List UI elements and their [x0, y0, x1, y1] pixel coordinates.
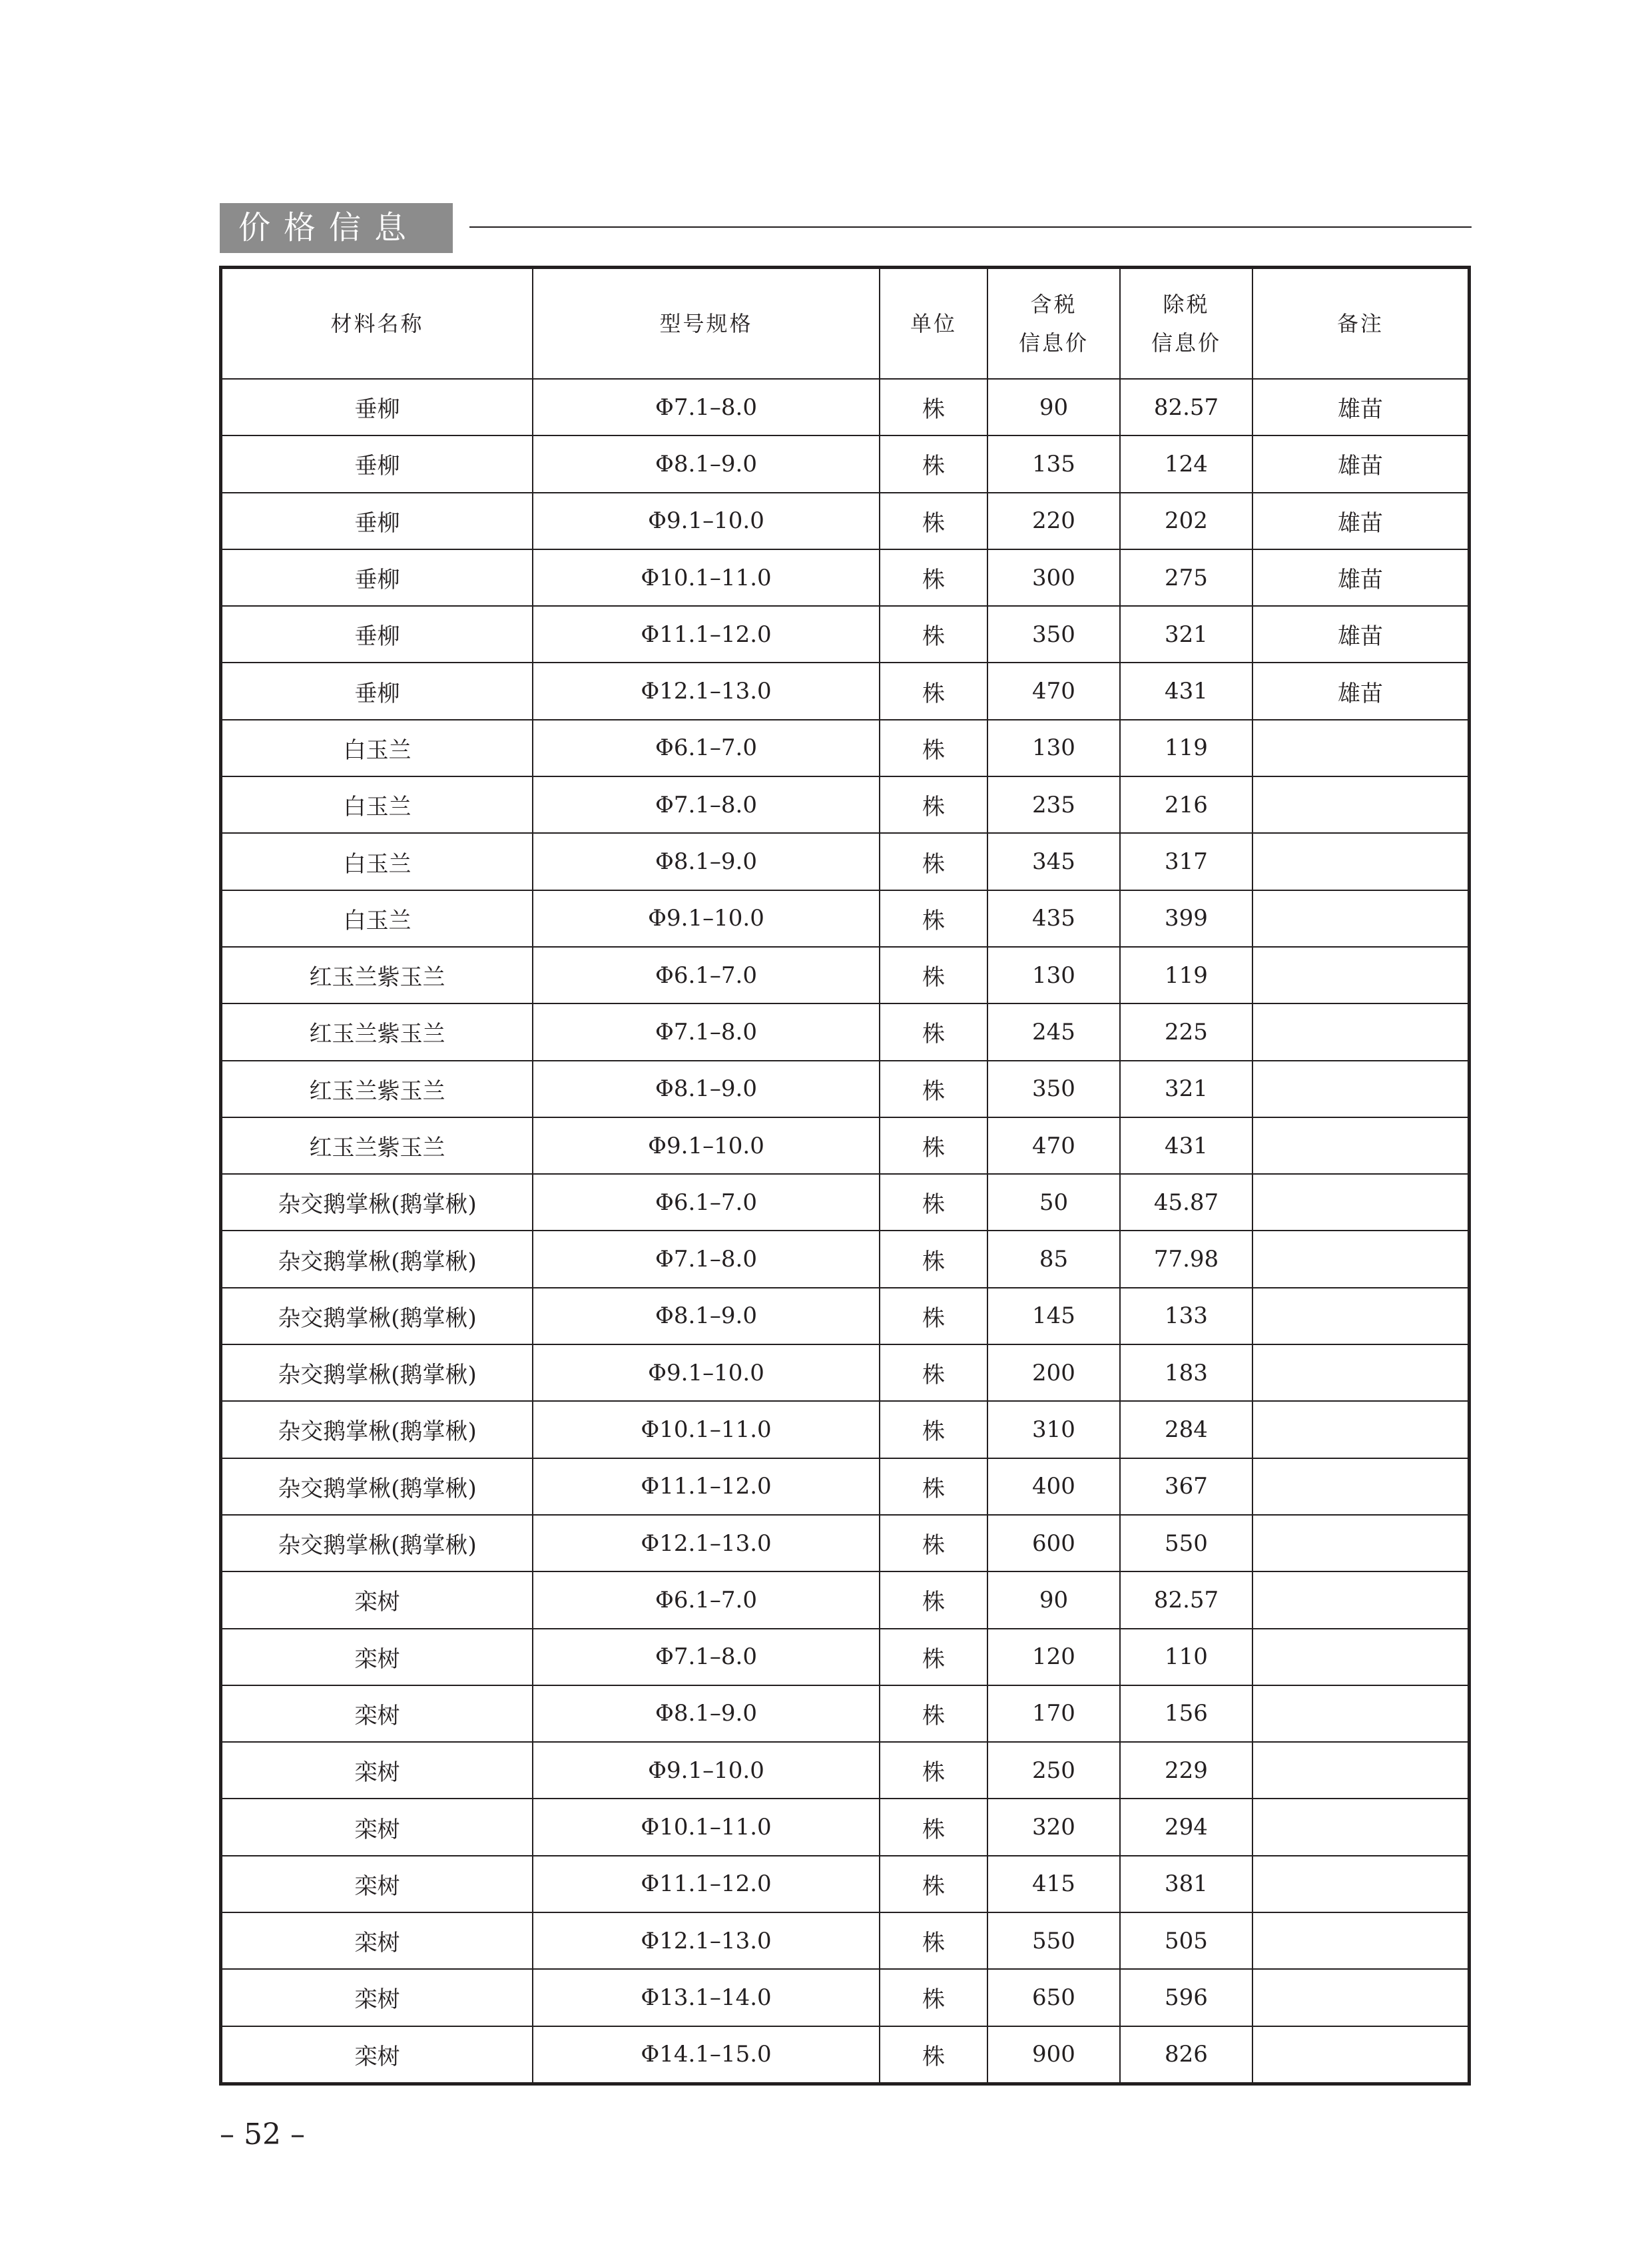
header-rule [469, 226, 1472, 228]
cell-unit: 株 [880, 1401, 987, 1458]
cell-price-without-tax: 381 [1120, 1856, 1252, 1912]
table-row [222, 1912, 1468, 1969]
header-unit: 单位 [880, 269, 987, 379]
header-price-without-tax-line2: 信息价 [1151, 330, 1221, 356]
cell-price-with-tax: 345 [987, 833, 1120, 890]
cell-price-without-tax: 133 [1120, 1288, 1252, 1344]
cell-price-without-tax: 156 [1120, 1685, 1252, 1742]
cell-note [1252, 2026, 1468, 2082]
cell-unit: 株 [880, 1117, 987, 1174]
cell-price-without-tax: 550 [1120, 1515, 1252, 1571]
cell-note: 雄苗 [1252, 379, 1468, 435]
cell-note [1252, 1969, 1468, 2026]
cell-note [1252, 1231, 1468, 1287]
cell-price-without-tax: 229 [1120, 1742, 1252, 1799]
cell-material-name: 栾树 [222, 2026, 533, 2082]
cell-material-name: 杂交鹅掌楸(鹅掌楸) [222, 1231, 533, 1287]
cell-price-without-tax: 77.98 [1120, 1231, 1252, 1287]
cell-unit: 株 [880, 720, 987, 776]
header-material-name: 材料名称 [222, 269, 533, 379]
cell-spec: Φ7.1–8.0 [533, 379, 880, 435]
table-row [222, 2026, 1468, 2082]
cell-spec: Φ7.1–8.0 [533, 776, 880, 833]
cell-note [1252, 1288, 1468, 1344]
header-price-without-tax-line1: 除税 [1163, 292, 1210, 317]
cell-price-without-tax: 431 [1120, 1117, 1252, 1174]
cell-material-name: 红玉兰紫玉兰 [222, 947, 533, 1003]
cell-spec: Φ11.1–12.0 [533, 1458, 880, 1515]
cell-unit: 株 [880, 1856, 987, 1912]
cell-spec: Φ9.1–10.0 [533, 1117, 880, 1174]
table-row [222, 379, 1468, 435]
cell-material-name: 白玉兰 [222, 720, 533, 776]
cell-unit: 株 [880, 435, 987, 492]
cell-spec: Φ6.1–7.0 [533, 1571, 880, 1628]
header-price-without-tax [1120, 269, 1252, 379]
cell-note: 雄苗 [1252, 663, 1468, 719]
cell-spec: Φ12.1–13.0 [533, 663, 880, 719]
cell-price-with-tax: 235 [987, 776, 1120, 833]
cell-price-with-tax: 600 [987, 1515, 1120, 1571]
cell-unit: 株 [880, 1629, 987, 1685]
cell-price-with-tax: 145 [987, 1288, 1120, 1344]
cell-unit: 株 [880, 663, 987, 719]
cell-material-name: 白玉兰 [222, 776, 533, 833]
cell-spec: Φ10.1–11.0 [533, 1799, 880, 1855]
cell-note: 雄苗 [1252, 549, 1468, 606]
cell-price-with-tax: 350 [987, 606, 1120, 663]
cell-note [1252, 1061, 1468, 1117]
cell-note [1252, 1515, 1468, 1571]
cell-material-name: 白玉兰 [222, 833, 533, 890]
cell-spec: Φ14.1–15.0 [533, 2026, 880, 2082]
cell-price-without-tax: 110 [1120, 1629, 1252, 1685]
header-price-with-tax [987, 269, 1120, 379]
table-row [222, 776, 1468, 833]
cell-unit: 株 [880, 1231, 987, 1287]
cell-material-name: 红玉兰紫玉兰 [222, 1061, 533, 1117]
cell-material-name: 栾树 [222, 1856, 533, 1912]
cell-price-with-tax: 90 [987, 379, 1120, 435]
table-row [222, 1231, 1468, 1287]
cell-material-name: 杂交鹅掌楸(鹅掌楸) [222, 1401, 533, 1458]
cell-price-without-tax: 321 [1120, 1061, 1252, 1117]
cell-price-with-tax: 435 [987, 890, 1120, 947]
cell-price-with-tax: 200 [987, 1344, 1120, 1401]
table-row [222, 1061, 1468, 1117]
cell-unit: 株 [880, 1969, 987, 2026]
header-note: 备注 [1252, 269, 1468, 379]
cell-price-with-tax: 470 [987, 663, 1120, 719]
cell-material-name: 杂交鹅掌楸(鹅掌楸) [222, 1458, 533, 1515]
header-price-with-tax-line1: 含税 [1030, 292, 1077, 317]
cell-price-with-tax: 135 [987, 435, 1120, 492]
table-row [222, 833, 1468, 890]
cell-price-with-tax: 300 [987, 549, 1120, 606]
cell-material-name: 栾树 [222, 1799, 533, 1855]
cell-unit: 株 [880, 549, 987, 606]
cell-note [1252, 947, 1468, 1003]
cell-price-with-tax: 550 [987, 1912, 1120, 1969]
cell-price-without-tax: 284 [1120, 1401, 1252, 1458]
cell-unit: 株 [880, 1288, 987, 1344]
cell-price-without-tax: 317 [1120, 833, 1252, 890]
cell-price-without-tax: 119 [1120, 720, 1252, 776]
cell-price-without-tax: 399 [1120, 890, 1252, 947]
cell-spec: Φ8.1–9.0 [533, 1061, 880, 1117]
cell-price-with-tax: 220 [987, 493, 1120, 549]
cell-unit: 株 [880, 776, 987, 833]
cell-spec: Φ7.1–8.0 [533, 1231, 880, 1287]
cell-spec: Φ8.1–9.0 [533, 1288, 880, 1344]
cell-material-name: 杂交鹅掌楸(鹅掌楸) [222, 1174, 533, 1231]
cell-note [1252, 1912, 1468, 1969]
cell-unit: 株 [880, 1571, 987, 1628]
cell-unit: 株 [880, 1912, 987, 1969]
cell-note [1252, 890, 1468, 947]
cell-spec: Φ12.1–13.0 [533, 1912, 880, 1969]
table-row [222, 1685, 1468, 1742]
table-row [222, 1174, 1468, 1231]
cell-price-with-tax: 310 [987, 1401, 1120, 1458]
cell-spec: Φ11.1–12.0 [533, 606, 880, 663]
table-row [222, 890, 1468, 947]
cell-note [1252, 1629, 1468, 1685]
cell-unit: 株 [880, 606, 987, 663]
cell-unit: 株 [880, 833, 987, 890]
cell-material-name: 垂柳 [222, 379, 533, 435]
table-row [222, 1799, 1468, 1855]
table-body [222, 379, 1468, 2082]
cell-material-name: 白玉兰 [222, 890, 533, 947]
cell-note [1252, 1174, 1468, 1231]
cell-spec: Φ6.1–7.0 [533, 1174, 880, 1231]
cell-unit: 株 [880, 1061, 987, 1117]
table-row [222, 1458, 1468, 1515]
table-row [222, 663, 1468, 719]
cell-price-without-tax: 124 [1120, 435, 1252, 492]
table-row [222, 1742, 1468, 1799]
cell-spec: Φ13.1–14.0 [533, 1969, 880, 2026]
cell-note [1252, 1344, 1468, 1401]
cell-price-without-tax: 82.57 [1120, 1571, 1252, 1628]
cell-spec: Φ12.1–13.0 [533, 1515, 880, 1571]
cell-unit: 株 [880, 379, 987, 435]
cell-spec: Φ6.1–7.0 [533, 947, 880, 1003]
cell-spec: Φ9.1–10.0 [533, 1344, 880, 1401]
cell-spec: Φ11.1–12.0 [533, 1856, 880, 1912]
cell-material-name: 垂柳 [222, 435, 533, 492]
table-row [222, 1003, 1468, 1060]
cell-unit: 株 [880, 1003, 987, 1060]
cell-price-with-tax: 900 [987, 2026, 1120, 2082]
cell-price-with-tax: 130 [987, 720, 1120, 776]
table-row [222, 1571, 1468, 1628]
cell-spec: Φ9.1–10.0 [533, 890, 880, 947]
page-number: – 52 – [220, 2117, 305, 2151]
cell-note [1252, 1856, 1468, 1912]
cell-unit: 株 [880, 493, 987, 549]
cell-material-name: 杂交鹅掌楸(鹅掌楸) [222, 1515, 533, 1571]
cell-note [1252, 1401, 1468, 1458]
cell-note [1252, 776, 1468, 833]
table-row [222, 1344, 1468, 1401]
cell-price-with-tax: 415 [987, 1856, 1120, 1912]
cell-note [1252, 1685, 1468, 1742]
cell-price-without-tax: 225 [1120, 1003, 1252, 1060]
cell-material-name: 垂柳 [222, 493, 533, 549]
cell-price-with-tax: 120 [987, 1629, 1120, 1685]
table-row [222, 1629, 1468, 1685]
cell-spec: Φ10.1–11.0 [533, 549, 880, 606]
cell-note: 雄苗 [1252, 606, 1468, 663]
cell-material-name: 红玉兰紫玉兰 [222, 1003, 533, 1060]
cell-unit: 株 [880, 1742, 987, 1799]
table-header-row [222, 269, 1468, 379]
cell-price-without-tax: 275 [1120, 549, 1252, 606]
cell-price-without-tax: 119 [1120, 947, 1252, 1003]
cell-material-name: 杂交鹅掌楸(鹅掌楸) [222, 1288, 533, 1344]
cell-material-name: 红玉兰紫玉兰 [222, 1117, 533, 1174]
table-row [222, 720, 1468, 776]
cell-note [1252, 1117, 1468, 1174]
header-price-with-tax-line2: 信息价 [1018, 330, 1089, 356]
cell-unit: 株 [880, 890, 987, 947]
table-row [222, 435, 1468, 492]
cell-price-with-tax: 90 [987, 1571, 1120, 1628]
cell-unit: 株 [880, 1799, 987, 1855]
table-row [222, 1515, 1468, 1571]
table-row [222, 1856, 1468, 1912]
cell-price-with-tax: 470 [987, 1117, 1120, 1174]
cell-material-name: 栾树 [222, 1969, 533, 2026]
cell-spec: Φ6.1–7.0 [533, 720, 880, 776]
cell-price-with-tax: 320 [987, 1799, 1120, 1855]
cell-material-name: 杂交鹅掌楸(鹅掌楸) [222, 1344, 533, 1401]
cell-price-without-tax: 596 [1120, 1969, 1252, 2026]
cell-material-name: 栾树 [222, 1912, 533, 1969]
cell-material-name: 栾树 [222, 1685, 533, 1742]
cell-spec: Φ10.1–11.0 [533, 1401, 880, 1458]
cell-unit: 株 [880, 1174, 987, 1231]
cell-unit: 株 [880, 1344, 987, 1401]
table-row [222, 606, 1468, 663]
cell-price-with-tax: 250 [987, 1742, 1120, 1799]
table-row [222, 1117, 1468, 1174]
cell-note [1252, 1003, 1468, 1060]
cell-price-with-tax: 85 [987, 1231, 1120, 1287]
table-row [222, 493, 1468, 549]
cell-price-with-tax: 245 [987, 1003, 1120, 1060]
cell-price-without-tax: 367 [1120, 1458, 1252, 1515]
cell-spec: Φ8.1–9.0 [533, 1685, 880, 1742]
header-spec: 型号规格 [533, 269, 880, 379]
cell-note [1252, 1799, 1468, 1855]
cell-price-without-tax: 826 [1120, 2026, 1252, 2082]
cell-note: 雄苗 [1252, 435, 1468, 492]
cell-price-without-tax: 82.57 [1120, 379, 1252, 435]
cell-price-without-tax: 505 [1120, 1912, 1252, 1969]
cell-price-without-tax: 183 [1120, 1344, 1252, 1401]
cell-spec: Φ8.1–9.0 [533, 435, 880, 492]
cell-note [1252, 1742, 1468, 1799]
cell-material-name: 垂柳 [222, 663, 533, 719]
cell-unit: 株 [880, 1515, 987, 1571]
cell-note [1252, 833, 1468, 890]
cell-spec: Φ9.1–10.0 [533, 493, 880, 549]
cell-material-name: 栾树 [222, 1571, 533, 1628]
cell-unit: 株 [880, 1458, 987, 1515]
cell-price-without-tax: 294 [1120, 1799, 1252, 1855]
cell-material-name: 栾树 [222, 1629, 533, 1685]
table-row [222, 1401, 1468, 1458]
cell-unit: 株 [880, 947, 987, 1003]
cell-price-without-tax: 45.87 [1120, 1174, 1252, 1231]
cell-note [1252, 720, 1468, 776]
cell-note: 雄苗 [1252, 493, 1468, 549]
cell-spec: Φ7.1–8.0 [533, 1003, 880, 1060]
cell-material-name: 栾树 [222, 1742, 533, 1799]
cell-price-without-tax: 216 [1120, 776, 1252, 833]
cell-price-without-tax: 321 [1120, 606, 1252, 663]
cell-note [1252, 1571, 1468, 1628]
cell-price-with-tax: 350 [987, 1061, 1120, 1117]
cell-price-with-tax: 170 [987, 1685, 1120, 1742]
table-row [222, 947, 1468, 1003]
price-table [222, 269, 1468, 2082]
section-title: 价格信息 [220, 203, 453, 253]
table-row [222, 1288, 1468, 1344]
table-row [222, 1969, 1468, 2026]
cell-price-with-tax: 400 [987, 1458, 1120, 1515]
cell-unit: 株 [880, 2026, 987, 2082]
table-row [222, 549, 1468, 606]
cell-price-without-tax: 202 [1120, 493, 1252, 549]
cell-note [1252, 1458, 1468, 1515]
cell-price-with-tax: 50 [987, 1174, 1120, 1231]
cell-spec: Φ8.1–9.0 [533, 833, 880, 890]
cell-material-name: 垂柳 [222, 549, 533, 606]
cell-spec: Φ7.1–8.0 [533, 1629, 880, 1685]
cell-price-without-tax: 431 [1120, 663, 1252, 719]
cell-spec: Φ9.1–10.0 [533, 1742, 880, 1799]
cell-material-name: 垂柳 [222, 606, 533, 663]
cell-unit: 株 [880, 1685, 987, 1742]
cell-price-with-tax: 130 [987, 947, 1120, 1003]
cell-price-with-tax: 650 [987, 1969, 1120, 2026]
